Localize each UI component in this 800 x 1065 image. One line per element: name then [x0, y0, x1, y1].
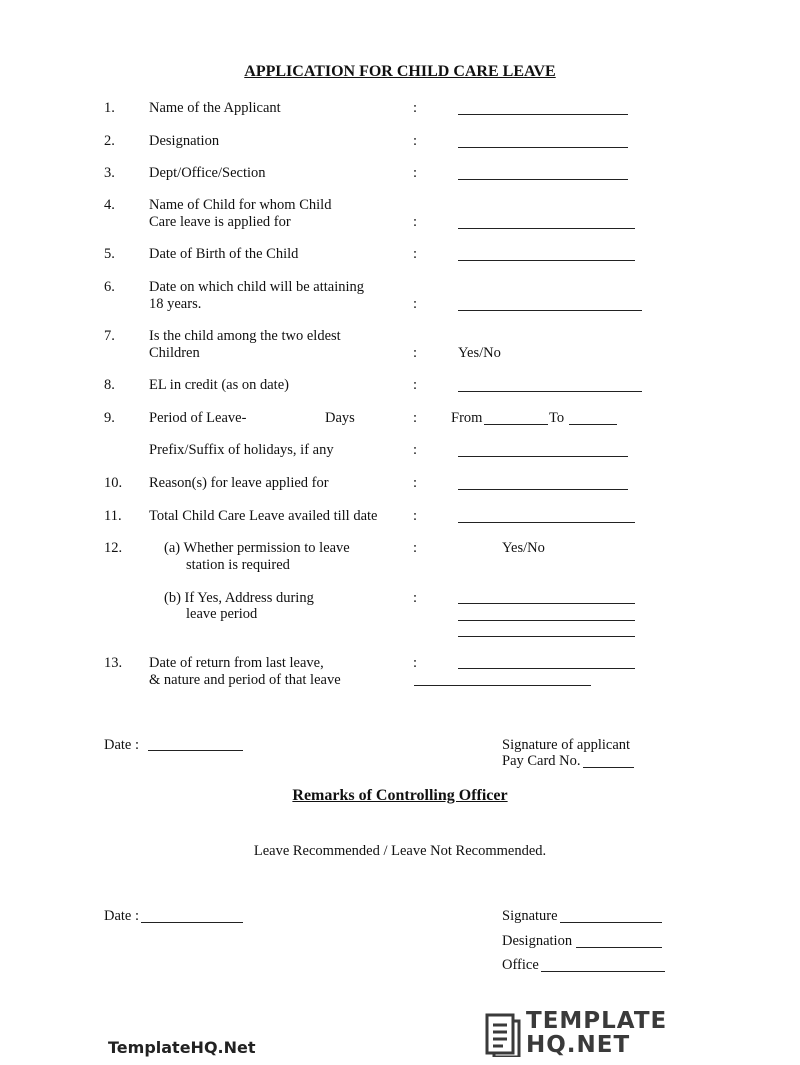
officer-date-blank[interactable] [141, 922, 243, 923]
item-4-label-line2: Care leave is applied for [149, 214, 291, 230]
pay-card-label: Pay Card No. [502, 753, 581, 769]
item-12b-colon: : [413, 590, 418, 606]
item-4-colon: : [413, 214, 418, 230]
item-8-label: EL in credit (as on date) [149, 377, 289, 393]
officer-office-label: Office [502, 957, 539, 973]
item-8-number: 8. [104, 377, 115, 393]
item-6-colon: : [413, 296, 418, 312]
item-10-label: Reason(s) for leave applied for [149, 475, 329, 491]
item-2-number: 2. [104, 133, 115, 149]
item-6-label-line2: 18 years. [149, 296, 202, 312]
item-3-colon: : [413, 165, 418, 181]
item-6-blank[interactable] [458, 310, 642, 311]
item-9-from-label: From [451, 410, 483, 426]
recommendation-text: Leave Recommended / Leave Not Recommended. [253, 843, 547, 859]
item-9-number: 9. [104, 410, 115, 426]
item-8-colon: : [413, 377, 418, 393]
item-13-blank-2[interactable] [414, 685, 591, 686]
item-4-label-line1: Name of Child for whom Child [149, 197, 332, 213]
item-11-blank[interactable] [458, 522, 635, 523]
item-2-label: Designation [149, 133, 220, 149]
item-7-colon: : [413, 345, 418, 361]
item-7-value[interactable]: Yes/No [458, 345, 501, 361]
item-1-number: 1. [104, 100, 115, 116]
item-2-blank[interactable] [458, 147, 628, 148]
logo-text-line1: TEMPLATE [526, 1008, 668, 1034]
item-12b-blank-1[interactable] [458, 603, 635, 604]
item-3-label: Dept/Office/Section [149, 165, 266, 181]
pay-card-blank[interactable] [583, 767, 634, 768]
item-3-blank[interactable] [458, 179, 628, 180]
logo-text-line2: HQ.NET [526, 1032, 631, 1058]
item-3-number: 3. [104, 165, 115, 181]
applicant-date-blank[interactable] [148, 750, 243, 751]
item-7-label-line2: Children [149, 345, 200, 361]
item-5-blank[interactable] [458, 260, 635, 261]
item-9-label: Period of Leave- [149, 410, 247, 426]
item-1-colon: : [413, 100, 418, 116]
item-5-label: Date of Birth of the Child [149, 246, 299, 262]
item-4-blank[interactable] [458, 228, 635, 229]
item-12b-label-line1: (b) If Yes, Address during [164, 590, 314, 606]
item-11-colon: : [413, 508, 418, 524]
item-9-from-blank[interactable] [484, 424, 548, 425]
item-5-number: 5. [104, 246, 115, 262]
item-9-to-label: To [549, 410, 565, 426]
item-5-colon: : [413, 246, 418, 262]
item-7-number: 7. [104, 328, 115, 344]
item-12b-blank-3[interactable] [458, 636, 635, 637]
item-13-blank-1[interactable] [458, 668, 635, 669]
item-9-days: Days [325, 410, 355, 426]
document-icon [484, 1011, 522, 1057]
officer-designation-blank[interactable] [576, 947, 662, 948]
item-12a-label-line2: station is required [186, 557, 290, 573]
item-10-blank[interactable] [458, 489, 628, 490]
item-12a-colon: : [413, 540, 418, 556]
item-1-label: Name of the Applicant [149, 100, 281, 116]
item-10-number: 10. [104, 475, 123, 491]
item-4-number: 4. [104, 197, 115, 213]
prefix-suffix-colon: : [413, 442, 418, 458]
applicant-date-label: Date : [104, 737, 140, 753]
item-13-label-line1: Date of return from last leave, [149, 655, 324, 671]
officer-signature-label: Signature [502, 908, 558, 924]
item-12a-value[interactable]: Yes/No [502, 540, 545, 556]
item-12b-label-line2: leave period [186, 606, 258, 622]
remarks-title: Remarks of Controlling Officer [292, 787, 508, 804]
prefix-suffix-label: Prefix/Suffix of holidays, if any [149, 442, 334, 458]
item-11-label: Total Child Care Leave availed till date [149, 508, 378, 524]
item-7-label-line1: Is the child among the two eldest [149, 328, 341, 344]
item-12-number: 12. [104, 540, 123, 556]
officer-date-label: Date : [104, 908, 140, 924]
officer-designation-label: Designation [502, 933, 573, 949]
item-8-blank[interactable] [458, 391, 642, 392]
item-6-number: 6. [104, 279, 115, 295]
item-13-label-line2: & nature and period of that leave [149, 672, 341, 688]
item-13-number: 13. [104, 655, 123, 671]
item-2-colon: : [413, 133, 418, 149]
site-name: TemplateHQ.Net [108, 1038, 256, 1057]
officer-signature-blank[interactable] [560, 922, 662, 923]
templatehq-logo [484, 1010, 669, 1058]
item-6-label-line1: Date on which child will be attaining [149, 279, 365, 295]
prefix-suffix-blank[interactable] [458, 456, 628, 457]
item-1-blank[interactable] [458, 114, 628, 115]
item-11-number: 11. [104, 508, 122, 524]
page-title: APPLICATION FOR CHILD CARE LEAVE [244, 63, 556, 80]
item-12a-label-line1: (a) Whether permission to leave [164, 540, 350, 556]
item-10-colon: : [413, 475, 418, 491]
applicant-signature-label: Signature of applicant [502, 737, 631, 753]
item-13-colon: : [413, 655, 418, 671]
item-9-to-blank[interactable] [569, 424, 617, 425]
item-9-colon: : [413, 410, 418, 426]
officer-office-blank[interactable] [541, 971, 665, 972]
item-12b-blank-2[interactable] [458, 620, 635, 621]
